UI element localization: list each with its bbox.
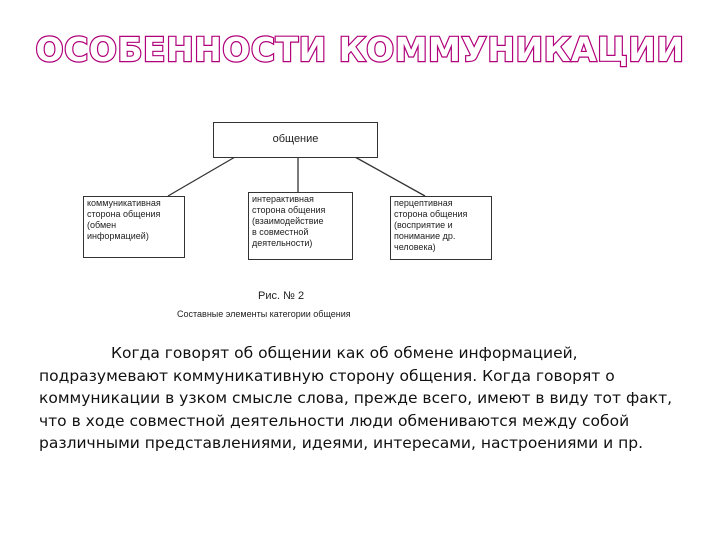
diagram-box-root: общение: [213, 122, 378, 158]
connector-left: [168, 157, 235, 196]
connector-right: [355, 157, 425, 196]
figure-number: Рис. № 2: [258, 290, 305, 302]
diagram-box-communicative: коммуникативная сторона общения (обмен информацией): [83, 196, 185, 258]
figure-caption: Составные элементы категории общения: [177, 309, 351, 319]
body-paragraph: Когда говорят об общении как об обмене информацией, подразумевают коммуникативную сторону общения. Когда говорят о коммуникации в узком смысле слова, прежде всего, имеют в виду тот факт, что в ходе совместной деятельности люди обмениваются между собой различными представлениями, идеями, интересами, настроениями и пр.: [39, 344, 673, 452]
slide-title: ОСОБЕННОСТИ КОММУНИКАЦИИ: [35, 30, 685, 69]
diagram-box-perceptive: перцептивная сторона общения (восприятие и понимание др. человека): [390, 196, 492, 260]
diagram-box-interactive: интерактивная сторона общения (взаимодействие в совместной деятельности): [248, 192, 353, 260]
